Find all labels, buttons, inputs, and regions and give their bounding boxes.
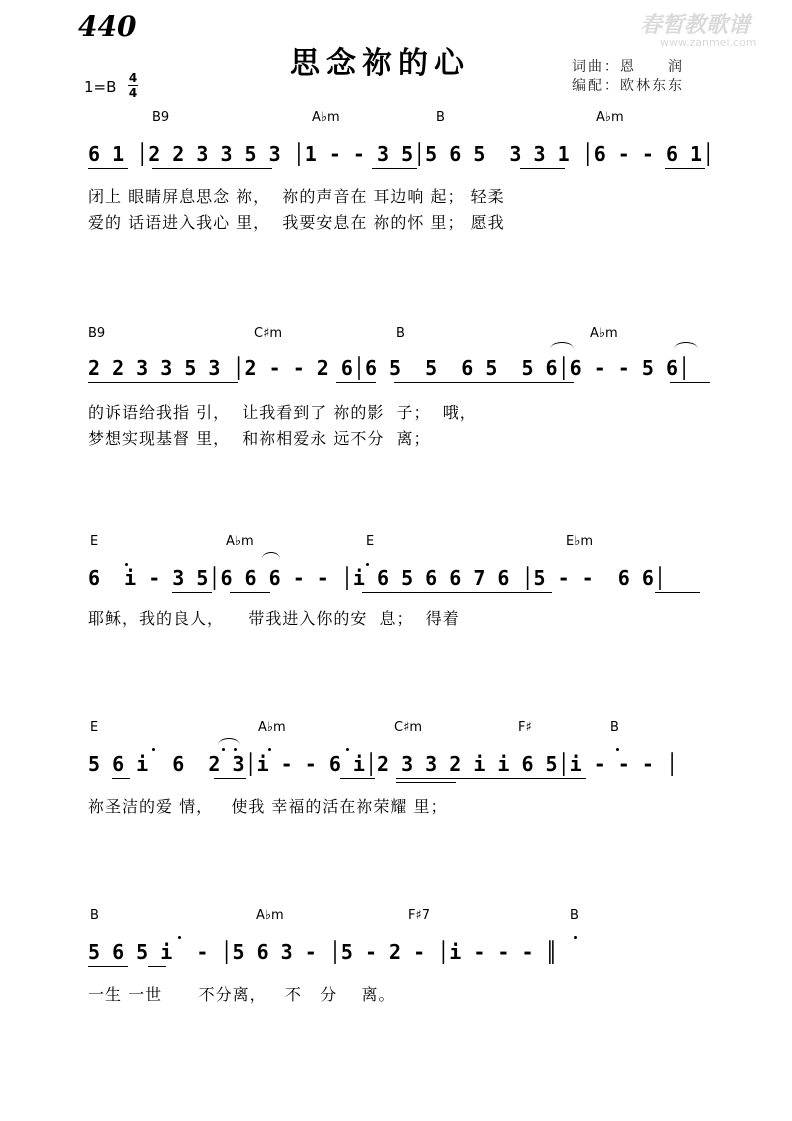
underline [655,592,700,593]
time-signature-top: 4 [128,71,138,85]
chord: B9 [152,110,170,125]
underline [336,382,376,383]
lyric-line: 祢圣洁的爱 情， 使我 幸福的活在祢荣耀 里； [88,797,448,816]
underline [340,778,375,779]
chord: B [396,326,405,341]
chord: E [366,534,375,549]
chord: C♯m [394,720,423,735]
chord: B [570,908,579,923]
chord: B [436,110,445,125]
time-signature-bottom: 4 [128,86,138,100]
lyric-line: 梦想实现基督 里， 和祢相爱永 远不分 离； [88,429,431,448]
chord: B [90,908,99,923]
notation-line: 2 2 3 3 5 3 │2 - - 2 6│6 5 5 6 5 5 6│6 - - 5 6│ [88,356,691,380]
chord: A♭m [256,908,284,923]
underline [88,966,128,967]
notation-line: 6 1 │2 2 3 3 5 3 │1 - - 3 5│5 6 5 3 3 1 │6 - - 6 1│ [88,142,715,166]
octave-dot [346,748,349,751]
lyric-line: 的诉语给我指 引， 让我看到了 祢的影 子； 哦， [88,403,477,422]
tie-arc [218,738,240,745]
tie-arc [674,342,698,349]
chord: B [610,720,619,735]
chord: A♭m [596,110,624,125]
time-signature [128,72,138,99]
lyric-line: 耶稣，我的良人， 带我进入你的安 息； 得着 [88,609,460,628]
lyric-line: 爱的 话语进入我心 里， 我要安息在 祢的怀 里； 愿我 [88,213,505,232]
underline [665,168,705,169]
underline [88,382,238,383]
chord: F♯7 [408,908,431,923]
chord: C♯m [254,326,283,341]
octave-dot [366,563,369,566]
chord: E♭m [566,534,594,549]
chord: A♭m [258,720,286,735]
chord: A♭m [590,326,618,341]
chord: A♭m [312,110,340,125]
key-signature: 1=B [84,78,117,96]
chord: F♯ [518,720,532,735]
underline [372,168,417,169]
octave-dot [574,936,577,939]
underline [230,592,270,593]
octave-dot [234,748,237,751]
song-title: 思念祢的心 [290,46,470,81]
notation-line: 5 6 i 6 2 3│i - - 6 i│2 3 3 2 i i 6 5│i - - - │ [88,752,679,776]
octave-dot [178,936,181,939]
underline [520,168,565,169]
watermark-logo: 春暂教歌谱 [640,12,751,38]
underline [396,778,586,779]
underline [172,592,212,593]
octave-dot [616,748,619,751]
watermark-url: www.zanmei.com [660,36,757,49]
tie-arc [550,342,574,349]
chord: E [90,720,99,735]
underline [362,592,552,593]
octave-dot [268,748,271,751]
page-number: 440 [78,10,137,43]
lyric-line: 一生 一世 不分离， 不 分 离。 [88,985,396,1004]
underline [88,168,128,169]
arranger-credit: 编配：欧林东东 [572,78,684,94]
notation-line: 6 i - 3 5│6 6 6 - - │i 6 5 6 6 7 6 │5 - - 6 6│ [88,566,666,590]
underline [394,382,574,383]
lyric-line: 闭上 眼睛屏息思念 祢， 祢的声音在 耳边响 起； 轻柔 [88,187,505,206]
underline [670,382,710,383]
notation-line: 5 6 5 i - │5 6 3 - │5 - 2 - │i - - - ║ [88,940,558,964]
chord: E [90,534,99,549]
tie-arc [262,552,280,559]
lyrics-music-credit: 词曲：恩 润 [572,59,684,75]
underline [112,778,130,779]
octave-dot [152,748,155,751]
chord: B9 [88,326,106,341]
underline [214,778,246,779]
underline [148,966,166,967]
underline [152,168,272,169]
chord: A♭m [226,534,254,549]
octave-dot [125,563,128,566]
octave-dot [222,748,225,751]
underline [396,782,456,783]
